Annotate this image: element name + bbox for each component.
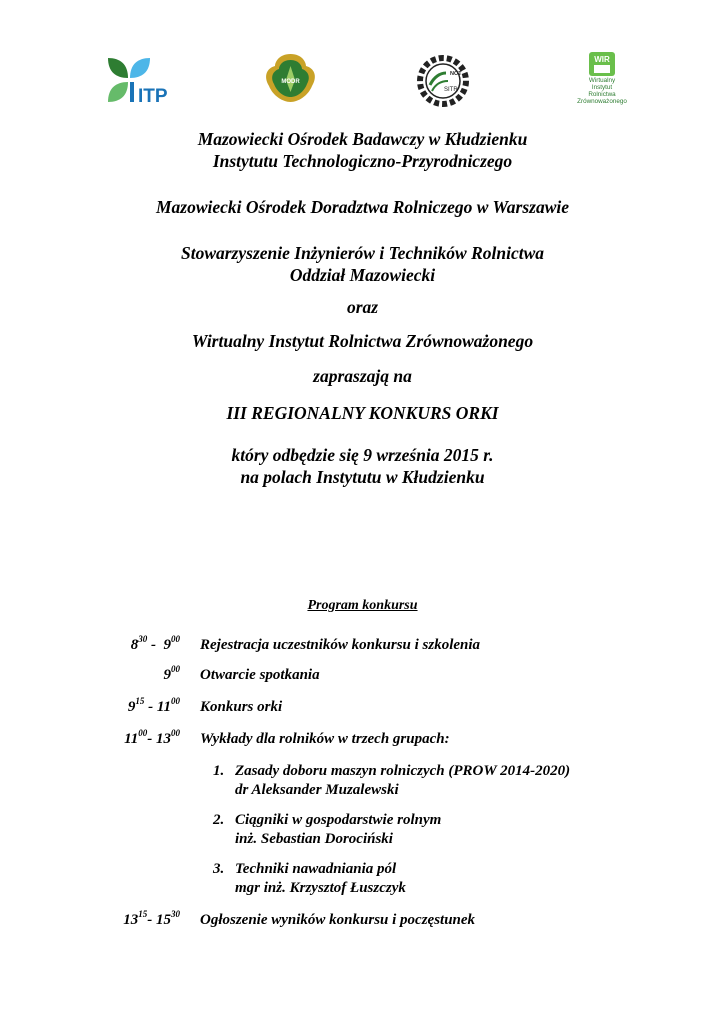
program-time: $11^{00}-$ $13^{00}$ [124,728,180,747]
svg-text:SITR: SITR [444,87,458,93]
program-time: $9^{15} - 11^{00}$ [127,696,180,715]
itp-logo [104,54,176,106]
program-item [0,635,725,655]
organizer-line-6: Wirtualny Instytut Rolnictwa Zrównoważonego [191,331,534,351]
organizer-line-3: Mazowiecki Ośrodek Doradztwa Rolniczego w Warszawie [155,197,570,217]
organizer-line-4: Stowarzyszenie Inżynierów i Techników Rolnictwa [180,243,545,263]
program-time: $9^{00}$ [163,664,180,683]
modr-logo [262,52,319,104]
event-title: III REGIONALNY KONKURS ORKI [226,403,499,423]
lecture-speaker: mgr inż. Krzysztof Łuszczyk [235,880,406,896]
svg-text:WIR: WIR [594,55,610,64]
program-item [0,910,725,930]
svg-text:NOT: NOT [450,71,462,77]
program-description: Ogłoszenie wyników konkursu i poczęstunek [200,912,476,928]
program-item [0,665,725,685]
organizer-line-5: Oddział Mazowiecki [289,265,436,285]
lecture-title: 1. Zasady doboru maszyn rolniczych (PROW 2014-2020) [213,763,571,779]
svg-text:Wirtualny: Wirtualny [588,77,616,84]
svg-text:MODR: MODR [281,79,300,85]
program-time: $13^{15}-$ $15^{30}$ [123,909,180,928]
lecture-title: 2. Ciągniki w gospodarstwie rolnym [213,812,442,828]
svg-text:Rolnictwa: Rolnictwa [588,91,616,98]
program-item [0,697,725,717]
event-location: na polach Instytutu w Kłudzienku [240,467,485,487]
svg-text:ITP: ITP [138,86,168,106]
program-description: Konkurs orki [200,699,283,715]
program-time: $8^{30} - 9^{00}$ [130,634,180,653]
invitation-text: zapraszają na [313,366,412,386]
program-description: Otwarcie spotkania [200,667,320,683]
program-description: Wykłady dla rolników w trzech grupach: [200,731,450,747]
lecture-title: 3. Techniki nawadniania pól [213,861,397,877]
program-item [0,729,725,749]
organizer-line-2: Instytutu Technologiczno-Przyrodniczego [212,151,513,171]
lecture-speaker: inż. Sebastian Dorociński [235,831,393,847]
lecture-speaker: dr Aleksander Muzalewski [235,782,399,798]
conjunction-text: oraz [346,297,379,317]
svg-text:Instytut: Instytut [591,84,613,91]
wirz-logo [569,52,635,107]
sitr-logo [416,55,470,107]
svg-text:Zrównoważonego: Zrównoważonego [577,98,627,105]
program-title: Program konkursu [307,598,418,613]
organizer-line-1: Mazowiecki Ośrodek Badawczy w Kłudzienku [197,129,528,149]
program-description: Rejestracja uczestników konkursu i szkolenia [200,637,481,653]
event-date: który odbędzie się 9 września 2015 r. [231,445,494,465]
